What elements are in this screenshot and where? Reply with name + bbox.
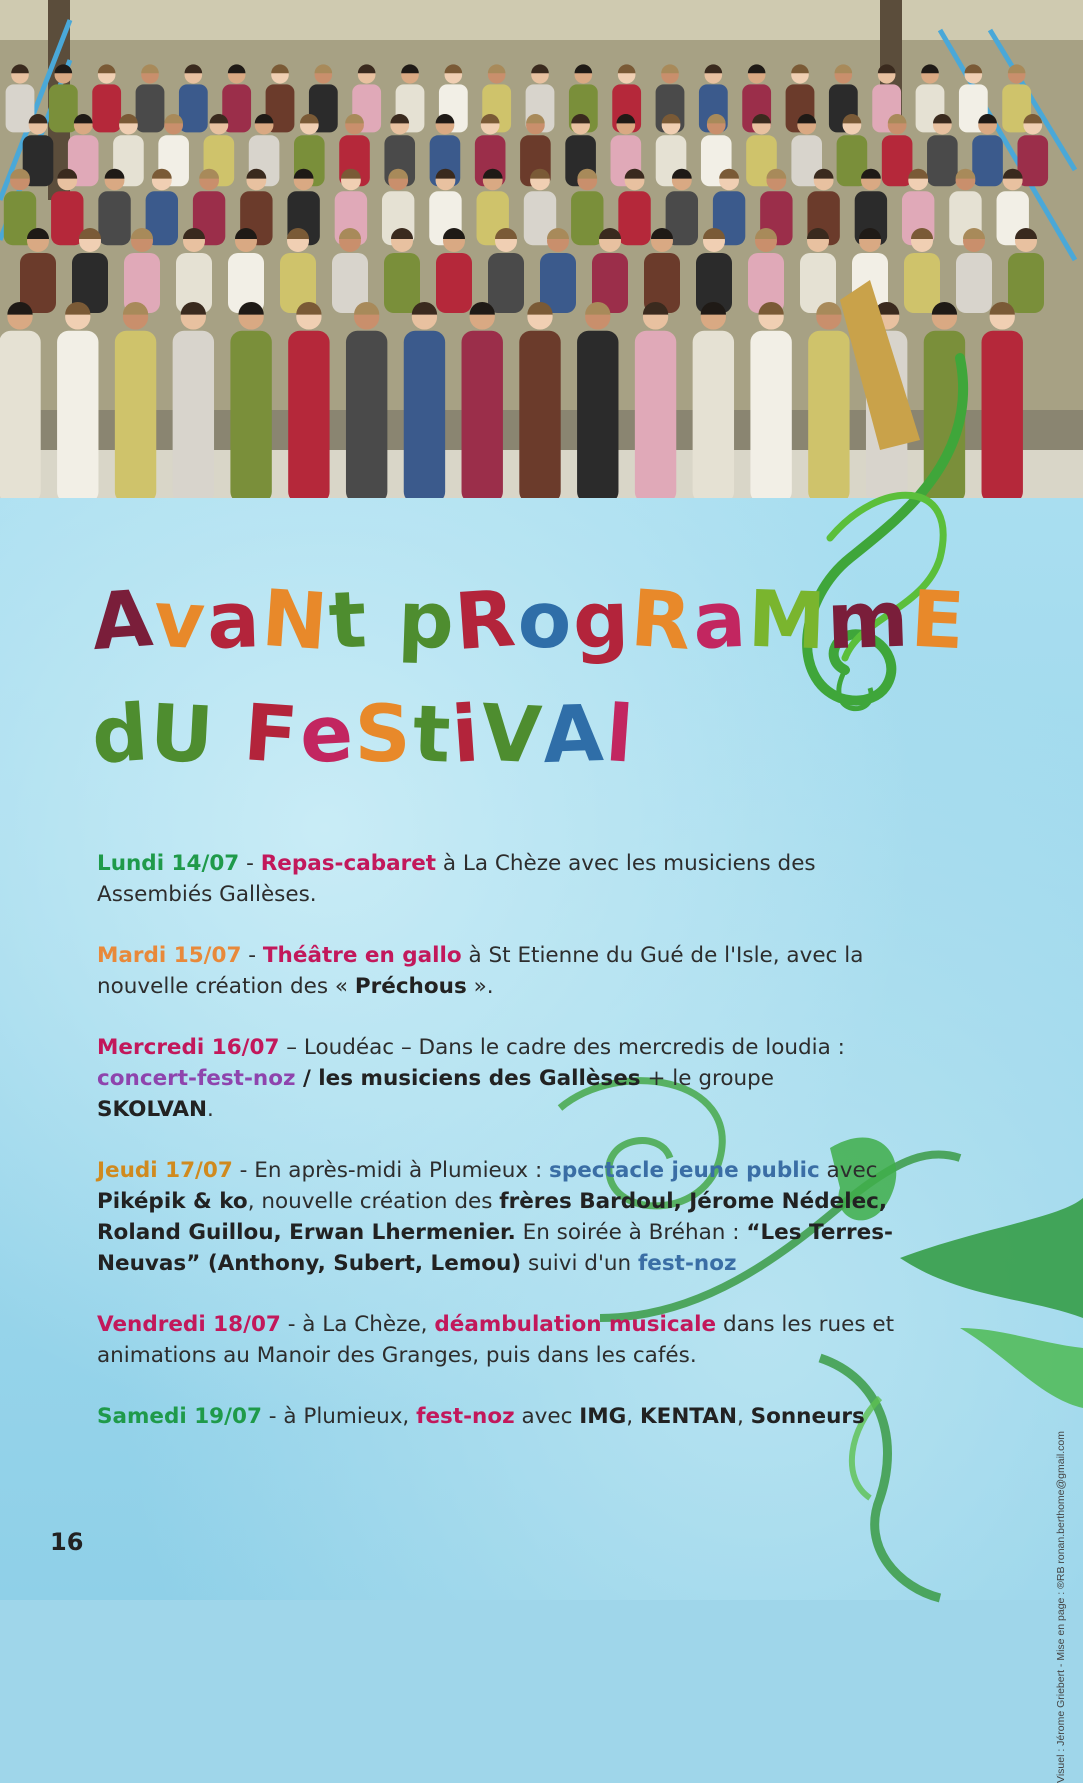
title-letter: a <box>205 575 264 667</box>
program-text: ». <box>466 974 494 999</box>
program-entry <box>97 848 897 910</box>
title-letter: m <box>825 574 913 668</box>
program-text: - <box>239 851 261 876</box>
program-text: - à Plumieux, <box>261 1404 417 1429</box>
program-text: - à La Chèze, <box>280 1312 435 1337</box>
program-text: + le groupe <box>640 1066 774 1091</box>
program-day: Mardi 15/07 <box>97 943 242 968</box>
program-day: Jeudi 17/07 <box>97 1158 233 1183</box>
title-letter: g <box>571 575 633 667</box>
program-text: , <box>736 1404 751 1429</box>
program-text: - En après-midi à Plumieux : <box>232 1158 550 1183</box>
event-name: spectacle jeune public <box>549 1158 820 1183</box>
program-day: Mercredi 16/07 <box>97 1035 280 1060</box>
event-name: Repas-cabaret <box>260 851 437 876</box>
bold-text: frères Bardoul, Jérome Nédelec, Roland Guillou, Erwan Lhermenier. <box>97 1189 888 1245</box>
title-line-2 <box>88 688 638 782</box>
title-letter: a <box>690 574 750 668</box>
title-letter: U <box>147 688 218 782</box>
bold-text: SKOLVAN <box>97 1097 208 1122</box>
bold-text: / les musiciens des Gallèses <box>295 1066 641 1091</box>
program-entry <box>97 940 897 1002</box>
bold-text: Préchous <box>354 974 467 999</box>
bold-text: “Les Terres-Neuvas” (Anthony, Subert, Lemou) <box>97 1220 893 1276</box>
program-text: - <box>241 943 263 968</box>
title-letter: R <box>452 573 521 669</box>
program-text: à La Chèze avec les musiciens des Assembiés Gallèses. <box>97 851 816 907</box>
bold-text: Sonneurs <box>750 1404 865 1429</box>
program-text: dans les rues et animations au Manoir des Granges, puis dans les cafés. <box>97 1312 895 1368</box>
title-line-1 <box>88 573 969 669</box>
title-letter: t <box>326 575 371 667</box>
event-name: déambulation musicale <box>434 1312 717 1337</box>
program-text: avec <box>819 1158 878 1183</box>
event-name: concert-fest-noz <box>97 1066 296 1091</box>
event-name: Théâtre en gallo <box>262 943 462 968</box>
group-photo-icon <box>0 0 1083 498</box>
program-entry <box>97 1401 897 1432</box>
title-letter: A <box>541 688 608 782</box>
title-letter: E <box>908 574 969 668</box>
page-number: 16 <box>50 1528 84 1556</box>
group-photo <box>0 0 1083 498</box>
program-text: avec <box>514 1404 580 1429</box>
title-letter: p <box>396 575 458 667</box>
title-letter: i <box>448 689 484 781</box>
program-day: Lundi 14/07 <box>97 851 240 876</box>
title-letter: l <box>602 689 638 781</box>
program-entry <box>97 1155 897 1279</box>
program-list <box>97 848 897 1462</box>
credit-line: Visuel : Jérome Griebert - Mise en page : ®RB ronan.berthome@gmail.com <box>1055 1430 1067 1783</box>
title-letter: e <box>297 688 357 782</box>
program-entry <box>97 1309 897 1371</box>
title-letter: t <box>411 689 454 781</box>
title-letter: R <box>627 573 697 669</box>
program-text: – Loudéac – Dans le cadre des mercredis de loudia : <box>279 1035 845 1060</box>
event-name: fest-noz <box>637 1251 737 1276</box>
title-letter: d <box>88 688 153 782</box>
program-entry <box>97 1032 897 1125</box>
title-letter <box>368 576 397 666</box>
program-text: , nouvelle création des <box>247 1189 500 1214</box>
title-letter: N <box>258 573 333 669</box>
event-name: fest-noz <box>416 1404 515 1429</box>
title-letter: o <box>515 574 576 668</box>
program-page <box>0 498 1083 1783</box>
program-day: Samedi 19/07 <box>97 1404 262 1429</box>
title-letter: M <box>746 574 829 668</box>
title-letter: V <box>478 688 546 782</box>
program-text: En soirée à Bréhan : <box>515 1220 747 1245</box>
bold-text: KENTAN <box>639 1404 737 1429</box>
program-text: suivi d'un <box>521 1251 638 1276</box>
bold-text: IMG <box>579 1404 627 1429</box>
title-letter: F <box>241 688 303 782</box>
title-letter: S <box>354 690 413 780</box>
program-text: , <box>626 1404 640 1429</box>
program-text: . <box>207 1097 214 1122</box>
bold-text: Piképik & ko <box>97 1189 248 1214</box>
program-text: à St Etienne du Gué de l'Isle, avec la nouvelle création des « <box>97 943 864 999</box>
title-letter: A <box>88 573 158 669</box>
program-day: Vendredi 18/07 <box>97 1312 281 1337</box>
title-letter: v <box>152 574 210 668</box>
